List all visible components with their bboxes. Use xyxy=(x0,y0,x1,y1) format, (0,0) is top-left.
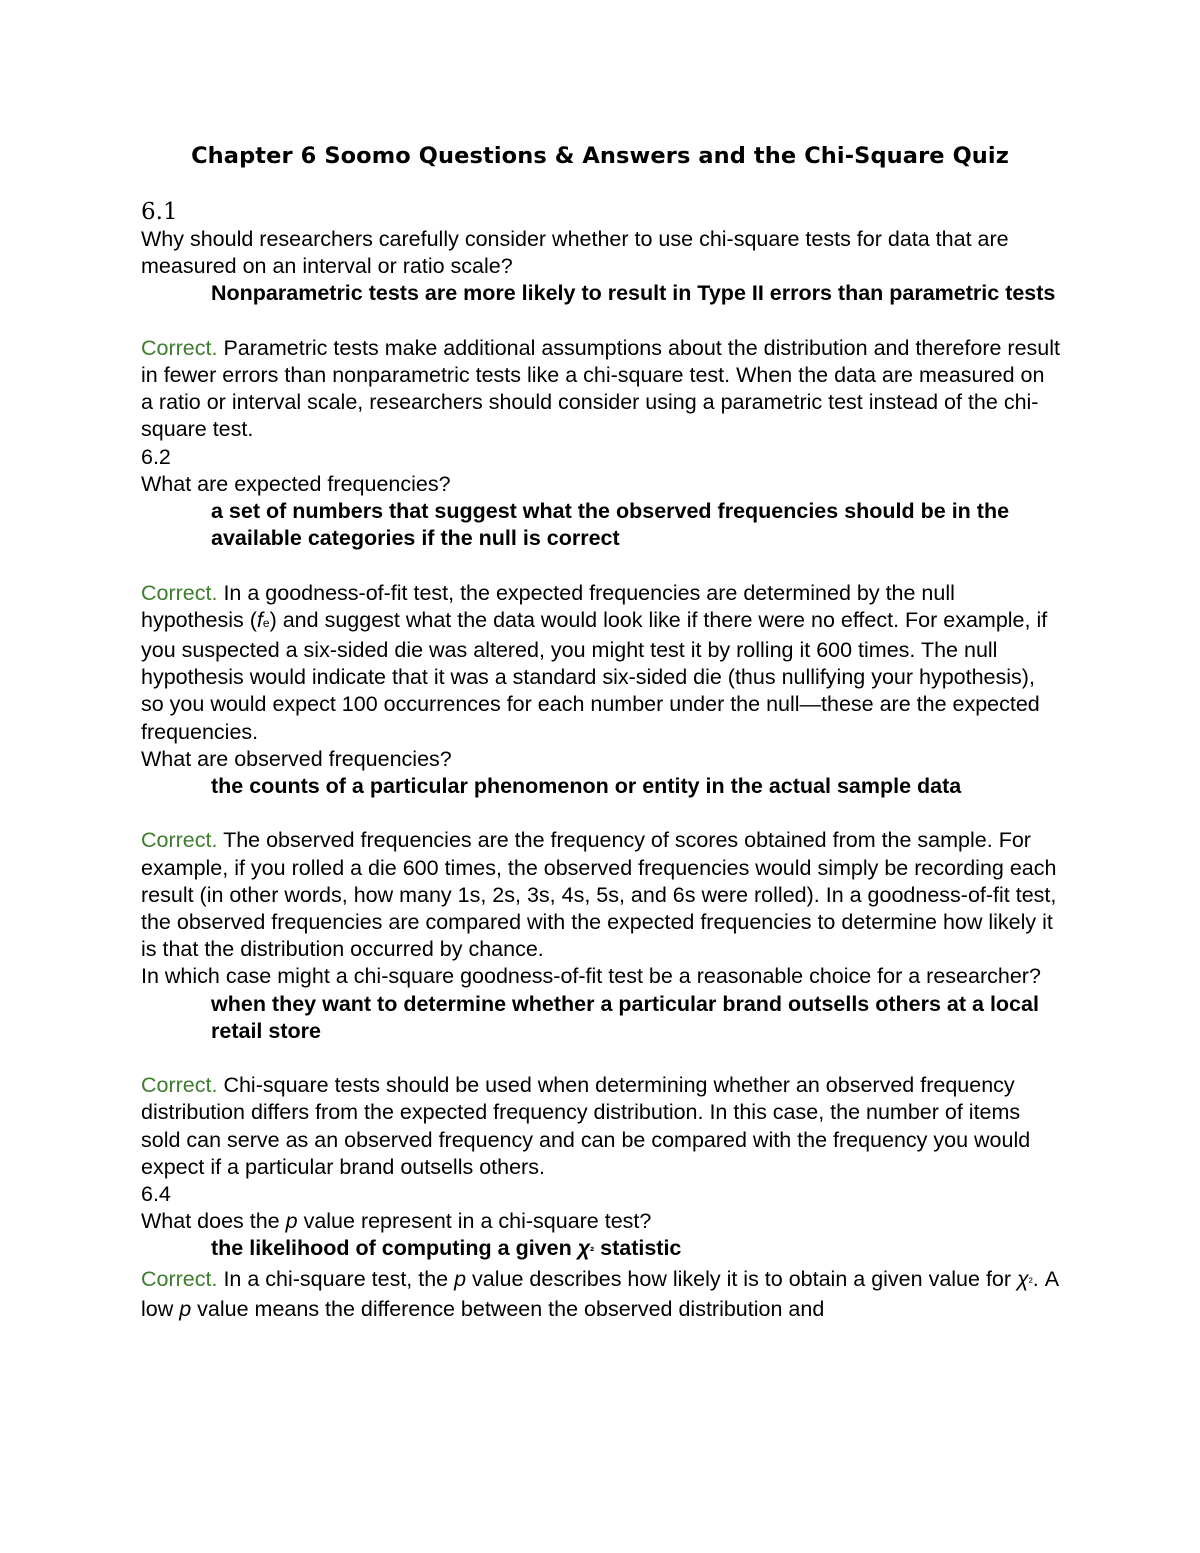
feedback-body: The observed frequencies are the frequency of scores obtained from the sample. For example, if you rolled a die 600 times, the observed frequencies would simply be recording each result (in other words, how many 1s, 2s, 3s, 4s, 5s, and 6s were rolled). In a goodness-of-fit test, the observed frequencies are compared with the expected frequencies to determine how likely it is that the distribution occurred by chance. xyxy=(141,828,1057,962)
fe-subscript: e xyxy=(262,615,270,630)
feedback-body: Chi-square tests should be used when determining whether an observed frequency distribution differs from the expected frequency distribution. In this case, the number of items sold can serve as an observed frequency and can be compared with the frequency you would expect if a particular brand outsells others. xyxy=(141,1073,1031,1179)
answer-text: the likelihood of computing a given χ² statistic xyxy=(211,1236,682,1261)
feedback-body: Parametric tests make additional assumptions about the distribution and therefore result in fewer errors than nonparametric tests like a chi-square test. When the data are measured on a ratio or interval scale, researchers should consider using a parametric test instead of the chi-square test. xyxy=(141,335,1061,442)
answer-text: the counts of a particular phenomenon or entity in the actual sample data xyxy=(211,774,962,799)
answer-text: a set of numbers that suggest what the observed frequencies should be in the available categories if the null is correct xyxy=(211,499,1010,551)
feedback-text: Correct. In a chi-square test, the p value describes how likely it is to obtain a given value for χ². A low p value means the difference between the observed distribution and xyxy=(141,1266,1058,1321)
squared-superscript: ² xyxy=(1028,1274,1033,1289)
question-text: Why should researchers carefully consider whether to use chi-square tests for data that are measured on an interval or ratio scale? xyxy=(141,227,1009,279)
section-number: 6.2 xyxy=(141,444,171,469)
question-text: What are expected frequencies? xyxy=(141,471,451,496)
p-symbol: p xyxy=(285,1209,298,1234)
feedback-text xyxy=(141,827,1061,963)
p-symbol: p xyxy=(454,1266,467,1291)
document-body xyxy=(141,196,1061,1323)
feedback-text xyxy=(141,335,1061,444)
question-text: What does the p value represent in a chi-square test? xyxy=(141,1209,652,1234)
feedback-body: ) and suggest what the data would look like if there were no effect. For example, if you suspected a six-sided die was altered, you might test it by rolling it 600 times. The null hypothesis would indicate that it was a standard six-sided die (thus nullifying your hypothesis), so you would expect 100 occurrences for each number under the null—these are the expected frequencies. xyxy=(141,607,1048,744)
feedback-text xyxy=(141,1072,1061,1181)
feedback-body: In a goodness-of-fit test, the expected frequencies are determined by the null hypothesis ( xyxy=(141,580,955,632)
correct-label: Correct. xyxy=(141,1073,218,1098)
question-text: In which case might a chi-square goodness-of-fit test be a reasonable choice for a researcher? xyxy=(141,964,1041,989)
section-number: 6.1 xyxy=(141,199,178,225)
fe-symbol: f xyxy=(256,607,263,632)
answer-text: Nonparametric tests are more likely to result in Type II errors than parametric tests xyxy=(211,281,1056,306)
correct-label: Correct. xyxy=(141,580,218,605)
chi-symbol: χ xyxy=(577,1236,591,1261)
page-title: Chapter 6 Soomo Questions & Answers and the Chi-Square Quiz xyxy=(191,143,1009,169)
correct-label: Correct. xyxy=(141,335,218,360)
feedback-text xyxy=(141,580,1061,746)
p-symbol: p xyxy=(179,1296,192,1321)
answer-text: when they want to determine whether a particular brand outsells others at a local retail store xyxy=(211,991,1039,1043)
chi-symbol: χ xyxy=(1017,1266,1029,1291)
correct-label: Correct. xyxy=(141,828,218,853)
correct-label: Correct. xyxy=(141,1266,218,1291)
question-text: What are observed frequencies? xyxy=(141,746,452,771)
squared-superscript: ² xyxy=(590,1244,595,1259)
section-number: 6.4 xyxy=(141,1182,171,1207)
